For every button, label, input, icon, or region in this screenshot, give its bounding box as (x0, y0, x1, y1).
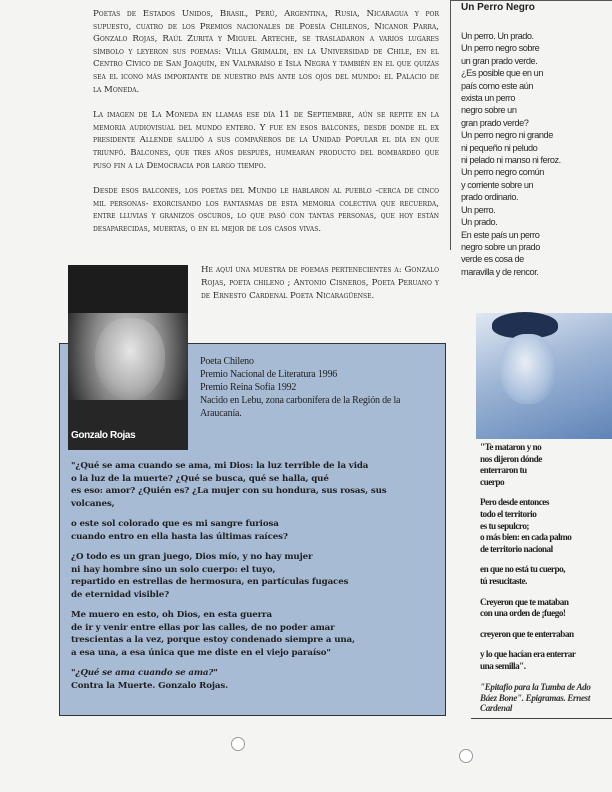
poem-line: cuerpo (480, 476, 505, 487)
poem-line: ¿Es posible que en un (461, 68, 543, 79)
poem-line: Pero desde entonces (480, 497, 549, 508)
poem-line: Un perro negro sobre (461, 43, 540, 54)
poem-line: prado ordinario. (461, 192, 519, 203)
poem-line: con una orden de ¡fuego! (480, 608, 566, 619)
poem-line: volcanes, (71, 498, 115, 509)
bio-line: Premio Nacional de Literatura 1996 (200, 369, 338, 380)
poem-line: repartido en estrellas de hermosura, en partículas fugaces (71, 577, 349, 587)
poem-line: a esa una, a esa única que me diste en el viejo paraíso" (71, 647, 331, 658)
stanza-gap (480, 488, 612, 497)
poem-line: Un perro negro común (461, 167, 544, 178)
poem-line: de territorio nacional (480, 543, 553, 554)
poem-line: es eso: amor? ¿Quién es? ¿La mujer con su hondura, sus rosas, sus (71, 486, 387, 496)
sample-intro: He aquí una muestra de poemas pertenecientes a: Gonzalo Rojas, poeta chileno ; Antonio Cisneros, Poeta Peruano y de Ernesto Cardenal Poeta Nicaragüense. (201, 265, 439, 301)
stanza-gap (480, 588, 612, 597)
poem-line: "¿Qué se ama cuando se ama, mi Dios: la luz terrible de la vida (71, 461, 369, 471)
poem-stanza (71, 460, 436, 510)
poem-line: país como este aún (461, 80, 534, 91)
poem-line: es tu sepulcro; (480, 520, 529, 531)
poem-line: o más bien: en cada palmo (480, 532, 572, 543)
poem-line: ¿O todo es un gran juego, Dios mío, y no hay mujer (71, 552, 313, 562)
poem-source: Contra la Muerte. Gonzalo Rojas. (71, 680, 228, 691)
poem-line: un gran prado verde. (461, 55, 538, 66)
column-top-rule (450, 0, 612, 1)
poem-line: cuando entro en ella hasta las últimas raíces? (71, 531, 288, 542)
poem-line: o este sol colorado que es mi sangre furiosa (71, 519, 279, 529)
poem-line: Me muero en esto, oh Dios, en esta guerra (71, 610, 272, 620)
stanza-gap (480, 640, 612, 649)
poem-stanza (71, 518, 436, 543)
source-line: "Epitafio para la Tumba de Ado (480, 682, 591, 692)
intro-paragraph: Poetas de Estados Unidos, Brasil, Perú, Argentina, Rusia, Nicaragua y por supuesto, cuatro de los Premios nacionales de Poesía Chilenos, Nicanor Parra, Gonzalo Rojas, Raúl Zurita y Miguel Arteche, se trasladaron a varios lugares símbolo y leyeron sus poemas: Villa Grimaldi, en la Universidad de Chile, en el Centro Cívico de San Joaquín, en Valparaíso e Isla Negra y también en el que quizás sea el icono más importante de nuestro país ante los ojos del mundo: el Palacio de la Moneda. (93, 9, 439, 95)
stanza-gap (480, 620, 612, 629)
poem-line: tú resucitaste. (480, 575, 527, 586)
perro-poem-title: Un Perro Negro (461, 2, 535, 13)
rojas-bio (200, 355, 440, 420)
bio-line: Poeta Chileno (200, 356, 254, 367)
perro-poem (461, 30, 609, 278)
poem-line: Un perro. (461, 204, 496, 215)
bio-line: Nacido en Lebu, zona carbonífera de la Región de la Araucanía. (200, 395, 401, 419)
poem-line: o la luz de la muerte? ¿Qué se busca, qué se halla, qué (71, 473, 329, 484)
photo-face-shape (95, 318, 165, 400)
bio-line: Premio Reina Sofía 1992 (200, 382, 297, 393)
column-divider (450, 0, 451, 250)
source-line: Báez Bone". Epigramas. Ernest (480, 692, 591, 703)
poem-source (480, 682, 612, 714)
photo-face-shape (500, 334, 556, 404)
poem-line: en que no está tu cuerpo, (480, 564, 565, 575)
poem-line: nos dijeron dónde (480, 453, 542, 464)
poem-line: creyeron que te enterraban (480, 628, 574, 639)
poem-line: maravilla y de rencor. (461, 266, 539, 277)
poem-line: ni pequeño ni peludo (461, 142, 538, 153)
poem-line: y lo que hacían era enterrar (480, 649, 576, 660)
poem-line: trescientas a la vez, porque estoy condenado siempre a una, (71, 635, 355, 645)
poem-line: Un prado. (461, 217, 498, 228)
stanza-gap (480, 555, 612, 564)
poem-line: "Te mataron y no (480, 442, 542, 452)
poem-line: enterraron tu (480, 465, 527, 476)
poem-closing-title: "¿Qué se ama cuando se ama?" (71, 668, 218, 678)
poem-line: Un perro negro ni grande (461, 130, 553, 141)
cardenal-poem (480, 442, 612, 673)
column-bottom-rule (471, 718, 612, 719)
poem-line: todo el territorio (480, 508, 537, 519)
poem-line: de eternidad visible? (71, 589, 170, 600)
poem-stanza (71, 551, 436, 601)
poem-line: En este país un perro (461, 229, 540, 240)
intro-paragraph: Desde esos balcones, los poetas del Mundo le hablaron al pueblo -cerca de cinco mil personas- exorcisando los fantasmas de esta memoria colectiva que recuerda, entre lluvias y granizos oscuros, lo que pasó con tantas personas, que hoy están desaparecidas, muertas, o en el mejor de los casos vivas. (93, 186, 439, 234)
punch-hole (459, 749, 473, 763)
poem-line: verde es cosa de (461, 254, 524, 265)
poem-line: ni hay hombre sino un solo cuerpo: el tuyo, (71, 564, 276, 575)
punch-hole (231, 737, 245, 751)
poem-line: Un perro. Un prado. (461, 31, 534, 41)
poem-line: de ir y venir entre ellas por las calles, de no poder amar (71, 622, 335, 633)
poem-line: y corriente sobre un (461, 179, 534, 190)
rojas-poem (71, 460, 436, 692)
poem-line: gran prado verde? (461, 117, 529, 128)
poem-line: Creyeron que te mataban (480, 596, 569, 607)
photo-shoulders-shape (68, 400, 188, 450)
photo-caption: Gonzalo Rojas (71, 430, 136, 441)
photo-hat-shape (68, 265, 188, 313)
source-line: Cardenal (480, 703, 513, 714)
poem-stanza (71, 609, 436, 659)
intro-paragraph: La imagen de La Moneda en llamas ese día 11 de Septiembre, aún se repite en la memoria audiovisual del mundo entero. Y fue en esos balcones, desde donde el ex presidente Allende saludó a sus compañeros de la Unidad Popular el día en que triunfó. Balcones, que tres años después, humearan producto del bombardeo que puso fin a la Democracia por largo tiempo. (93, 110, 439, 171)
intro-block (93, 8, 439, 249)
poem-line: negro sobre un (461, 105, 517, 116)
poem-line: una semilla". (480, 660, 526, 671)
poem-line: negro sobre un prado (461, 241, 540, 252)
poem-line: ni pelado ni manso ni feroz. (461, 155, 561, 166)
poem-line: exista un perro (461, 93, 516, 104)
